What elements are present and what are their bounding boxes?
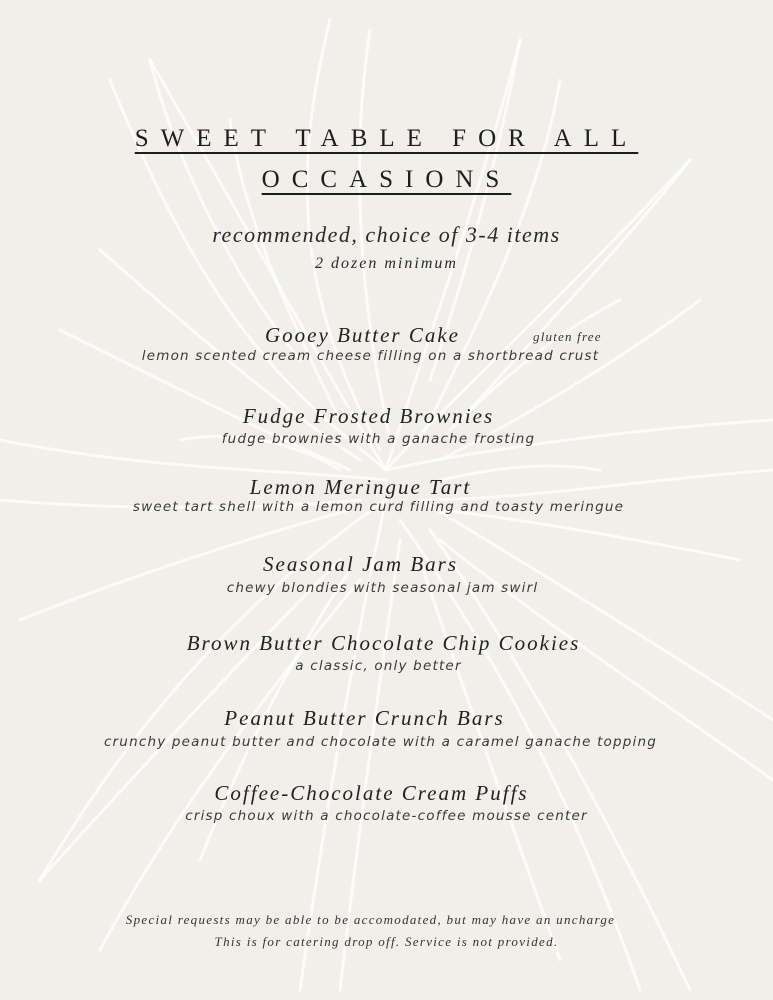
gluten-free-tag: gluten free — [533, 329, 602, 344]
menu-item-name: Coffee-Chocolate Cream Puffs — [214, 781, 529, 805]
menu-item-name: Fudge Frosted Brownies — [242, 404, 495, 428]
menu-item-name: Gooey Butter Cake — [265, 323, 460, 347]
menu-title-line-1: SWEET TABLE FOR ALL — [134, 125, 639, 152]
menu-item-name: Lemon Meringue Tart — [249, 475, 472, 499]
menu-item-name: Peanut Butter Crunch Bars — [224, 706, 505, 730]
menu-item-description: fudge brownies with a ganache frosting — [221, 431, 536, 447]
menu-item-description: crunchy peanut butter and chocolate with a caramel ganache topping — [103, 734, 658, 750]
menu-subtitle: recommended, choice of 3-4 items — [212, 222, 561, 247]
menu-item-description: chewy blondies with seasonal jam swirl — [226, 580, 539, 596]
menu-item-name: Brown Butter Chocolate Chip Cookies — [186, 631, 581, 655]
menu-item-description: sweet tart shell with a lemon curd filling and toasty meringue — [132, 499, 625, 515]
menu-item-description: lemon scented cream cheese filling on a shortbread crust — [141, 348, 600, 364]
menu-item-name: Seasonal Jam Bars — [263, 552, 458, 576]
menu-title-line-2: OCCASIONS — [261, 166, 512, 193]
menu-item-description: crisp choux with a chocolate-coffee mousse center — [185, 808, 588, 824]
catering-note: This is for catering drop off. Service is not provided. — [214, 934, 559, 949]
special-requests-note: Special requests may be able to be accomodated, but may have an uncharge — [125, 912, 616, 927]
minimum-order-note: 2 dozen minimum — [315, 255, 458, 272]
menu-item-description: a classic, only better — [295, 658, 462, 674]
